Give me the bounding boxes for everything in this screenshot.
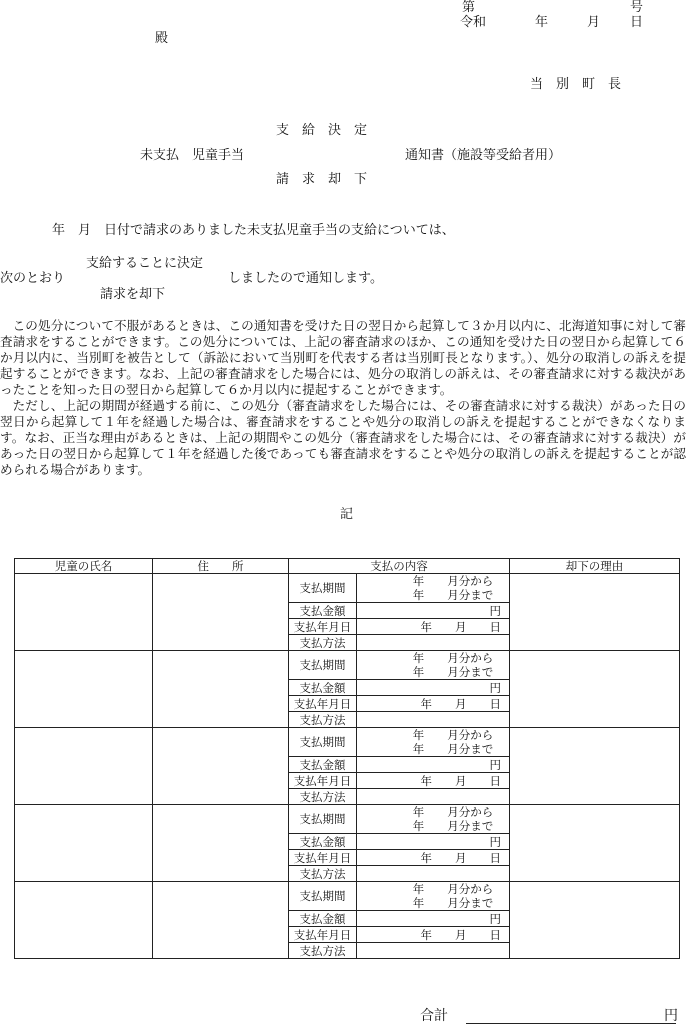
child-name-cell[interactable] (15, 574, 153, 651)
amount-label: 支払金額 (289, 911, 357, 927)
header-child-name: 児童の氏名 (15, 559, 153, 574)
date-label: 支払年月日 (289, 927, 357, 943)
date-label: 支払年月日 (289, 850, 357, 866)
period-to: 年 月分まで (412, 665, 494, 680)
method-value[interactable] (357, 712, 510, 728)
period-label: 支払期間 (289, 728, 357, 757)
number-suffix: 号 (630, 0, 644, 15)
header-payment-content: 支払の内容 (289, 559, 510, 574)
table-header-row (15, 559, 680, 574)
address-cell[interactable] (153, 651, 289, 728)
appeal-paragraph-2: ただし、上記の期間が経過する前に、この処分（審査請求をした場合には、その審査請求に対する裁決）があった日の翌日から起算して１年を経過した場合は、審査請求をすることや処分の取消しの訴えを提起することができなくなります。なお、正当な理由があるときは、上記の期間やこの処分（審査請求をした場合には、その審査請求に対する裁決）があった日の翌日から起算して１年を経過した後であっても審査請求をすることや処分の取消しの訴えを提起することが認められる場合があります。 (0, 398, 686, 477)
title-option-decision: 支 給 決 定 (276, 123, 368, 138)
period-from: 年 月分から (412, 574, 494, 589)
child-name-cell[interactable] (15, 651, 153, 728)
child-name-cell[interactable] (15, 728, 153, 805)
period-to: 年 月分まで (412, 896, 494, 911)
period-label: 支払期間 (289, 651, 357, 680)
period-label: 支払期間 (289, 882, 357, 911)
address-cell[interactable] (153, 805, 289, 882)
table-row (15, 728, 680, 757)
intro-sentence: 年 月 日付で請求のありました未支払児童手当の支給については、 (52, 223, 455, 238)
method-label: 支払方法 (289, 866, 357, 882)
method-value[interactable] (357, 866, 510, 882)
period-value[interactable] (357, 574, 510, 603)
date-label: 支払年月日 (289, 696, 357, 712)
date-label: 支払年月日 (289, 619, 357, 635)
period-value[interactable] (357, 651, 510, 680)
table-row (15, 805, 680, 834)
period-from: 年 月分から (412, 728, 494, 743)
day-label: 日 (630, 15, 644, 30)
method-value[interactable] (357, 789, 510, 805)
amount-label: 支払金額 (289, 680, 357, 696)
method-label: 支払方法 (289, 712, 357, 728)
month-label: 月 (587, 15, 601, 30)
method-label: 支払方法 (289, 635, 357, 651)
table-row (15, 574, 680, 603)
period-from: 年 月分から (412, 805, 494, 820)
option-reject: 請求を却下 (100, 287, 166, 302)
method-value[interactable] (357, 943, 510, 959)
amount-label: 支払金額 (289, 603, 357, 619)
rejection-reason-cell[interactable] (510, 805, 680, 882)
option-grant: 支給することに決定 (86, 256, 204, 271)
child-name-cell[interactable] (15, 805, 153, 882)
decision-suffix: しましたので通知します。 (228, 271, 383, 286)
method-label: 支払方法 (289, 789, 357, 805)
total-label: 合計 (420, 1008, 448, 1024)
amount-value[interactable]: 円 (357, 680, 510, 696)
title-right: 通知書（施設等受給者用） (405, 148, 562, 163)
period-value[interactable] (357, 882, 510, 911)
total-yen: 円 (664, 1008, 678, 1024)
date-label: 支払年月日 (289, 773, 357, 789)
date-value[interactable]: 年 月 日 (357, 696, 510, 712)
period-label: 支払期間 (289, 574, 357, 603)
recipient-honorific: 殿 (155, 31, 169, 46)
title-left: 未支払 児童手当 (140, 148, 245, 163)
amount-value[interactable]: 円 (357, 603, 510, 619)
table-row (15, 882, 680, 911)
period-to: 年 月分まで (412, 819, 494, 834)
table-row (15, 651, 680, 680)
address-cell[interactable] (153, 574, 289, 651)
period-to: 年 月分まで (412, 588, 494, 603)
issuer-name: 当 別 町 長 (530, 77, 622, 92)
amount-value[interactable]: 円 (357, 834, 510, 850)
year-label: 年 (535, 15, 549, 30)
method-value[interactable] (357, 635, 510, 651)
amount-value[interactable]: 円 (357, 911, 510, 927)
child-name-cell[interactable] (15, 882, 153, 959)
period-value[interactable] (357, 805, 510, 834)
period-label: 支払期間 (289, 805, 357, 834)
era-label: 令和 (460, 15, 487, 30)
period-to: 年 月分まで (412, 742, 494, 757)
amount-label: 支払金額 (289, 757, 357, 773)
period-from: 年 月分から (412, 882, 494, 897)
decision-prefix: 次のとおり (0, 271, 66, 286)
address-cell[interactable] (153, 728, 289, 805)
rejection-reason-cell[interactable] (510, 728, 680, 805)
payment-table (14, 558, 680, 959)
method-label: 支払方法 (289, 943, 357, 959)
date-value[interactable]: 年 月 日 (357, 927, 510, 943)
header-rejection-reason: 却下の理由 (510, 559, 680, 574)
header-address: 住 所 (153, 559, 289, 574)
number-prefix: 第 (462, 0, 476, 15)
period-from: 年 月分から (412, 651, 494, 666)
appeal-notice (0, 318, 686, 478)
amount-value[interactable]: 円 (357, 757, 510, 773)
date-value[interactable]: 年 月 日 (357, 850, 510, 866)
amount-label: 支払金額 (289, 834, 357, 850)
address-cell[interactable] (153, 882, 289, 959)
total-underline[interactable] (466, 1023, 676, 1024)
rejection-reason-cell[interactable] (510, 651, 680, 728)
record-heading: 記 (340, 507, 354, 522)
title-option-rejection: 請 求 却 下 (276, 172, 368, 187)
rejection-reason-cell[interactable] (510, 574, 680, 651)
appeal-paragraph-1: この処分について不服があるときは、この通知書を受けた日の翌日から起算して３か月以内に、北海道知事に対して審査請求をすることができます。この処分については、上記の審査請求のほか、この通知を受けた日の翌日から起算して６か月以内に、当別町を被告として（訴訟において当別町を代表する者は当別町長となります。）、処分の取消しの訴えを提起することができます。なお、上記の審査請求をした場合には、処分の取消しの訴えは、その審査請求に対する裁決があったことを知った日の翌日から起算して６か月以内に提起することができます。 (0, 318, 686, 397)
date-value[interactable]: 年 月 日 (357, 773, 510, 789)
period-value[interactable] (357, 728, 510, 757)
date-value[interactable]: 年 月 日 (357, 619, 510, 635)
rejection-reason-cell[interactable] (510, 882, 680, 959)
